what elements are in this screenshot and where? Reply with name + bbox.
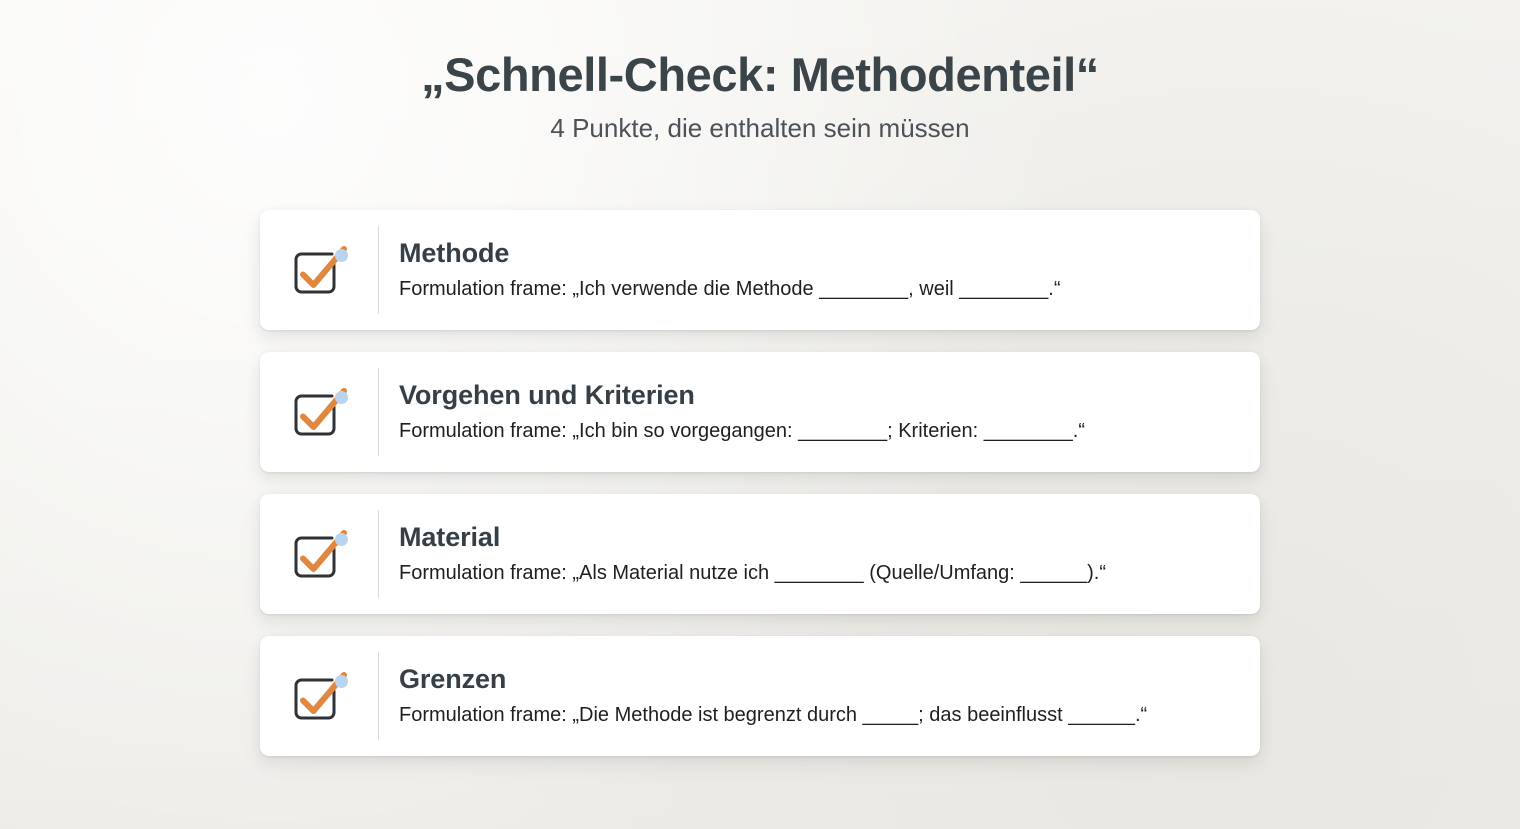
checked-checkbox-icon <box>288 241 350 303</box>
page-title: „Schnell-Check: Methodenteil“ <box>421 48 1099 101</box>
icon-cell <box>260 636 378 756</box>
checklist-item-methode[interactable] <box>260 210 1260 330</box>
checklist-item-frame: Formulation frame: „Ich bin so vorgegangen: ________; Kriterien: ________.“ <box>399 419 1085 442</box>
blue-dot-icon <box>335 675 348 688</box>
checked-checkbox-icon <box>288 525 350 587</box>
text-cell <box>379 380 1260 444</box>
checklist-item-vorgehen-und-kriterien[interactable] <box>260 352 1260 472</box>
text-cell <box>379 238 1260 302</box>
icon-cell <box>260 494 378 614</box>
checklist-item-title: Methode <box>399 238 510 269</box>
checklist <box>260 210 1260 756</box>
checklist-item-frame: Formulation frame: „Ich verwende die Methode ________, weil ________.“ <box>399 277 1061 300</box>
checklist-item-grenzen[interactable] <box>260 636 1260 756</box>
checklist-item-frame: Formulation frame: „Als Material nutze ich ________ (Quelle/Umfang: ______).“ <box>399 561 1107 584</box>
blue-dot-icon <box>335 249 348 262</box>
text-cell <box>379 664 1260 728</box>
checklist-item-material[interactable] <box>260 494 1260 614</box>
checklist-item-title: Material <box>399 522 501 553</box>
blue-dot-icon <box>335 391 348 404</box>
icon-cell <box>260 210 378 330</box>
checklist-item-title: Vorgehen und Kriterien <box>399 380 695 411</box>
checklist-item-title: Grenzen <box>399 664 507 695</box>
checked-checkbox-icon <box>288 383 350 445</box>
text-cell <box>379 522 1260 586</box>
page-subtitle: 4 Punkte, die enthalten sein müssen <box>550 112 970 143</box>
icon-cell <box>260 352 378 472</box>
blue-dot-icon <box>335 533 348 546</box>
checklist-item-frame: Formulation frame: „Die Methode ist begrenzt durch _____; das beeinflusst ______.“ <box>399 703 1148 726</box>
slide-header <box>0 0 1520 144</box>
checked-checkbox-icon <box>288 667 350 729</box>
